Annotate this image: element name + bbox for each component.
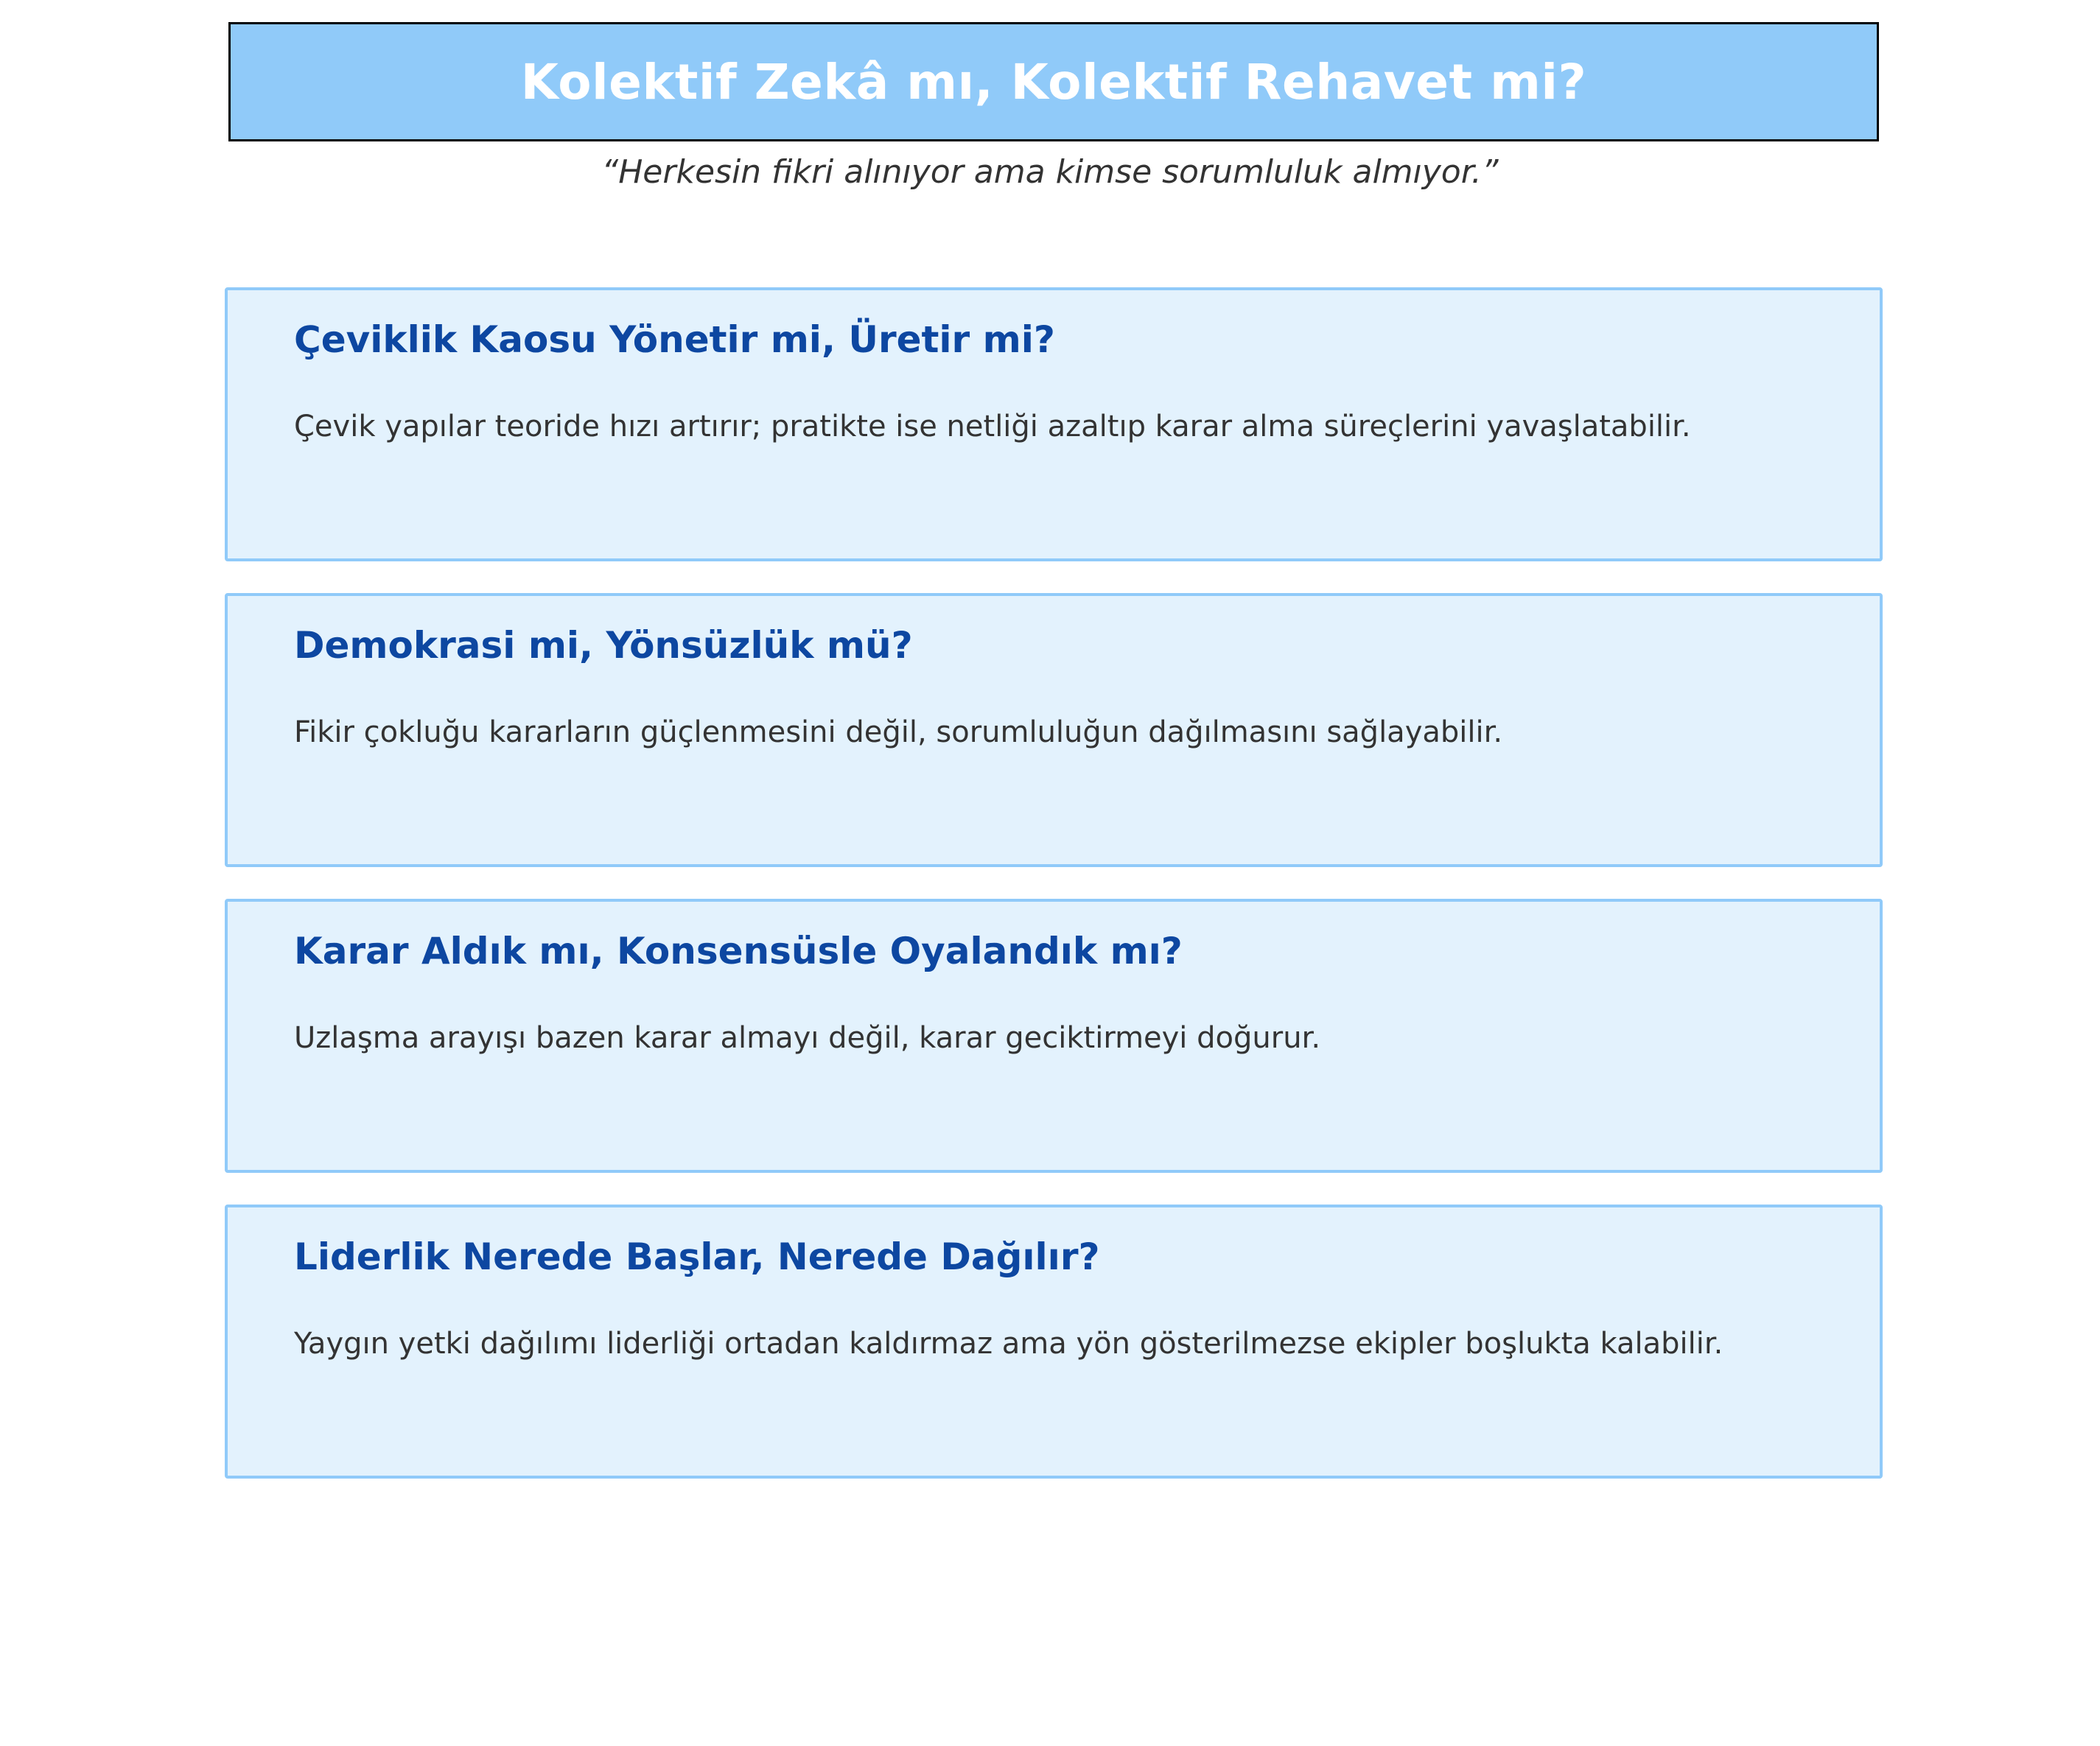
card-body: Yaygın yetki dağılımı liderliği ortadan kaldırmaz ama yön gösterilmezse ekipler boşlukta kalabilir. xyxy=(294,1327,1723,1361)
card-title: Çeviklik Kaosu Yönetir mi, Üretir mi? xyxy=(294,318,1055,361)
card-body: Uzlaşma arayışı bazen karar almayı değil, karar geciktirmeyi doğurur. xyxy=(294,1021,1321,1055)
card-demokrasi xyxy=(225,593,1883,867)
card-title: Liderlik Nerede Başlar, Nerede Dağılır? xyxy=(294,1235,1100,1278)
page-subtitle-quote: “Herkesin fikri alınıyor ama kimse sorumluluk almıyor.” xyxy=(601,153,1499,191)
card-body: Fikir çokluğu kararların güçlenmesini değil, sorumluluğun dağılmasını sağlayabilir. xyxy=(294,715,1503,749)
title-banner xyxy=(228,22,1879,141)
card-title: Karar Aldık mı, Konsensüsle Oyalandık mı? xyxy=(294,930,1183,972)
card-title: Demokrasi mi, Yönsüzlük mü? xyxy=(294,624,913,667)
card-ceviklik xyxy=(225,287,1883,561)
page-title: Kolektif Zekâ mı, Kolektif Rehavet mi? xyxy=(520,53,1587,111)
card-liderlik xyxy=(225,1205,1883,1479)
card-karar xyxy=(225,899,1883,1173)
card-body: Çevik yapılar teoride hızı artırır; pratikte ise netliği azaltıp karar alma süreçlerini yavaşlatabilir. xyxy=(294,410,1691,443)
